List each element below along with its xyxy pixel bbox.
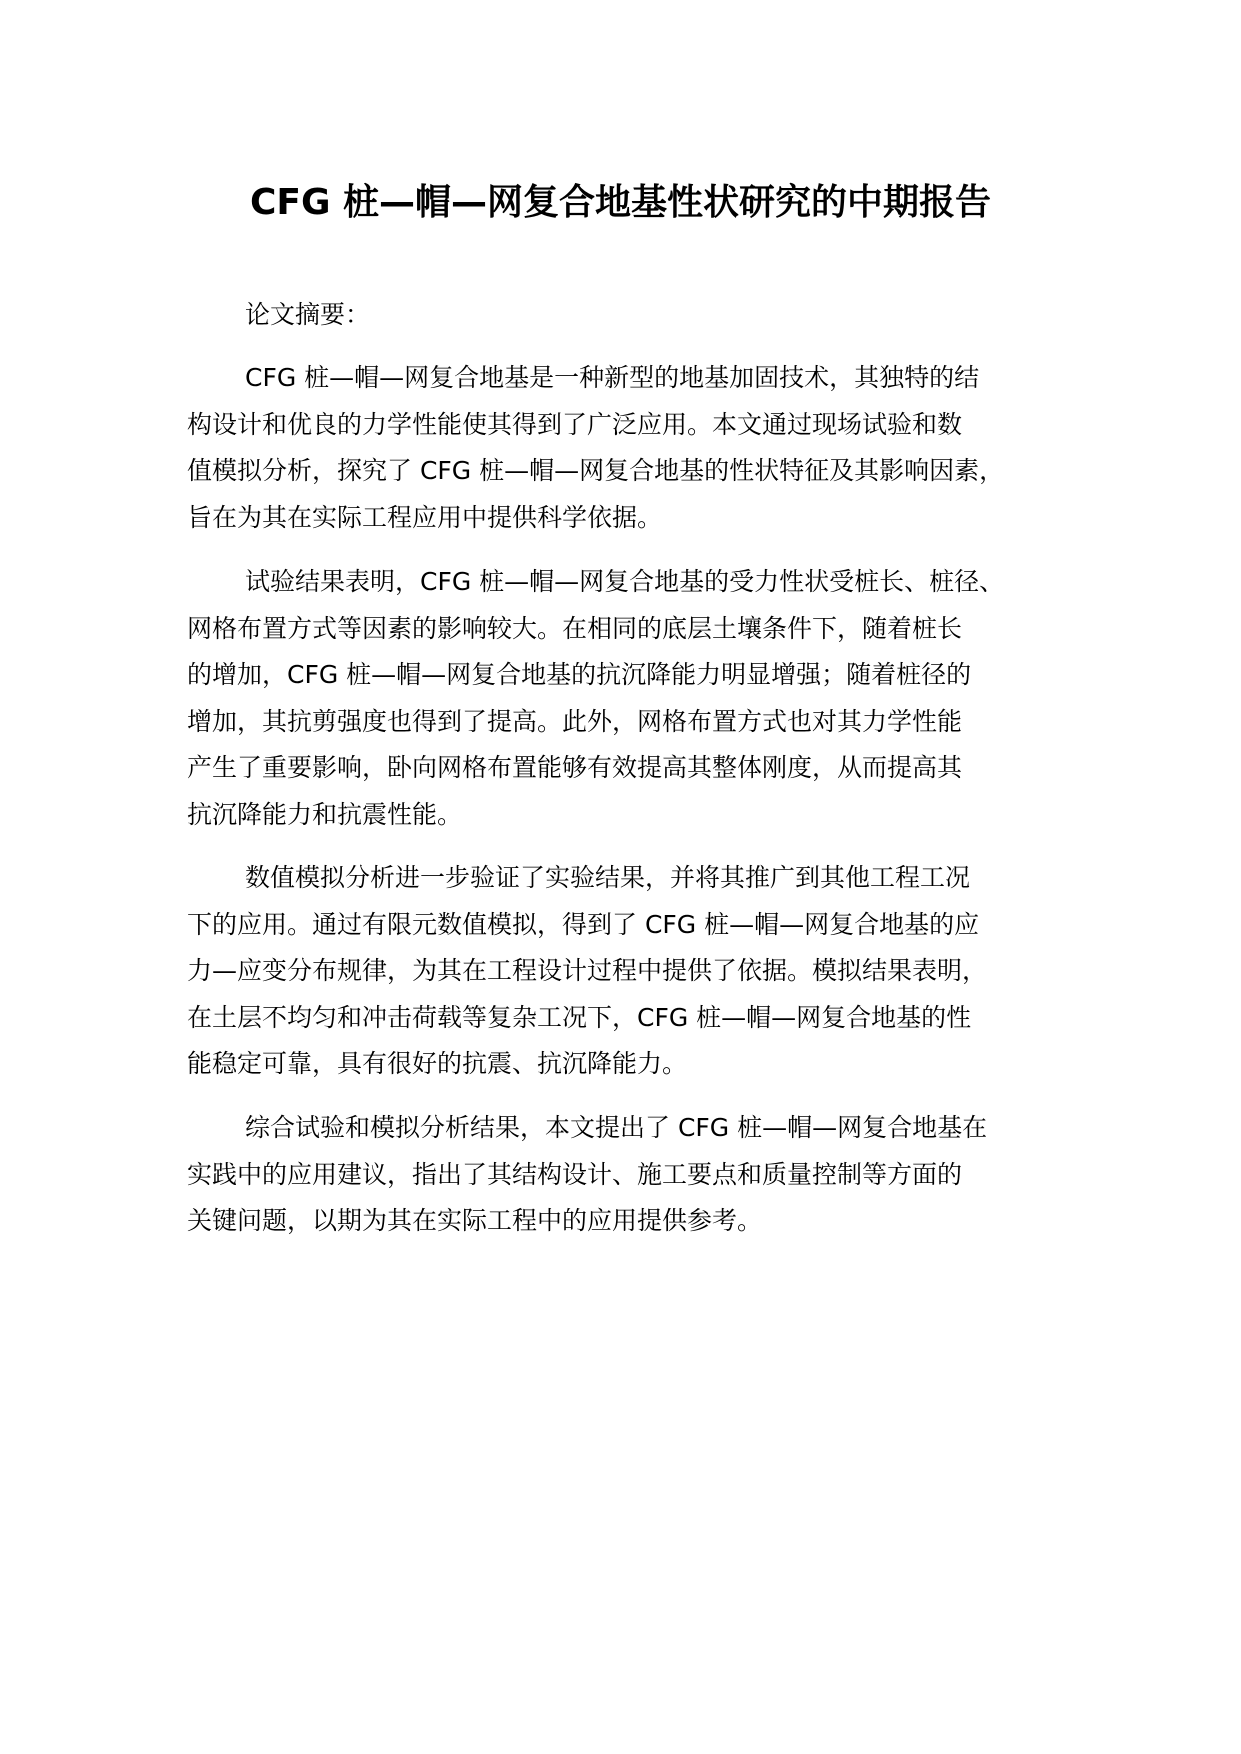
paragraph-line: 抗沉降能力和抗震性能。	[187, 799, 463, 829]
paragraph-line: 产生了重要影响，卧向网格布置能够有效提高其整体刚度，从而提高其	[187, 753, 963, 782]
paragraph-3	[187, 855, 1087, 1088]
paragraph-line: 的增加，CFG 桩—帽—网复合地基的抗沉降能力明显增强；随着桩径的	[187, 660, 972, 689]
paragraph-line: 综合试验和模拟分析结果，本文提出了 CFG 桩—帽—网复合地基在	[245, 1113, 988, 1142]
paragraph-line: 网格布置方式等因素的影响较大。在相同的底层土壤条件下，随着桩长	[187, 613, 963, 643]
paragraph-line: 力—应变分布规律，为其在工程设计过程中提供了依据。模拟结果表明，	[187, 956, 988, 985]
paragraph-line: 值模拟分析，探究了 CFG 桩—帽—网复合地基的性状特征及其影响因素，	[187, 456, 1005, 485]
paragraph-1	[187, 355, 1087, 541]
paragraph-line: 数值模拟分析进一步验证了实验结果，并将其推广到其他工程工况	[245, 863, 971, 892]
paragraph-line: 关键问题，以期为其在实际工程中的应用提供参考。	[187, 1206, 763, 1235]
paragraph-4	[187, 1105, 1087, 1245]
paragraph-line: 增加，其抗剪强度也得到了提高。此外，网格布置方式也对其力学性能	[187, 706, 963, 736]
paragraph-line: 实践中的应用建议，指出了其结构设计、施工要点和质量控制等方面的	[187, 1159, 963, 1189]
paragraph-line: 下的应用。通过有限元数值模拟，得到了 CFG 桩—帽—网复合地基的应	[187, 909, 980, 939]
abstract-label: 论文摘要：	[245, 300, 371, 329]
paragraph-line: CFG 桩—帽—网复合地基是一种新型的地基加固技术，其独特的结	[245, 363, 980, 392]
paragraph-line: 旨在为其在实际工程应用中提供科学依据。	[187, 502, 663, 532]
paragraph-line: 在土层不均匀和冲击荷载等复杂工况下，CFG 桩—帽—网复合地基的性	[187, 1002, 972, 1032]
paragraph-line: 构设计和优良的力学性能使其得到了广泛应用。本文通过现场试验和数	[187, 409, 963, 439]
document-title: CFG 桩—帽—网复合地基性状研究的中期报告	[249, 182, 992, 223]
paragraph-2	[187, 559, 1087, 838]
paragraph-line: 试验结果表明，CFG 桩—帽—网复合地基的受力性状受桩长、桩径、	[245, 567, 1005, 596]
paragraph-line: 能稳定可靠，具有很好的抗震、抗沉降能力。	[187, 1049, 688, 1078]
